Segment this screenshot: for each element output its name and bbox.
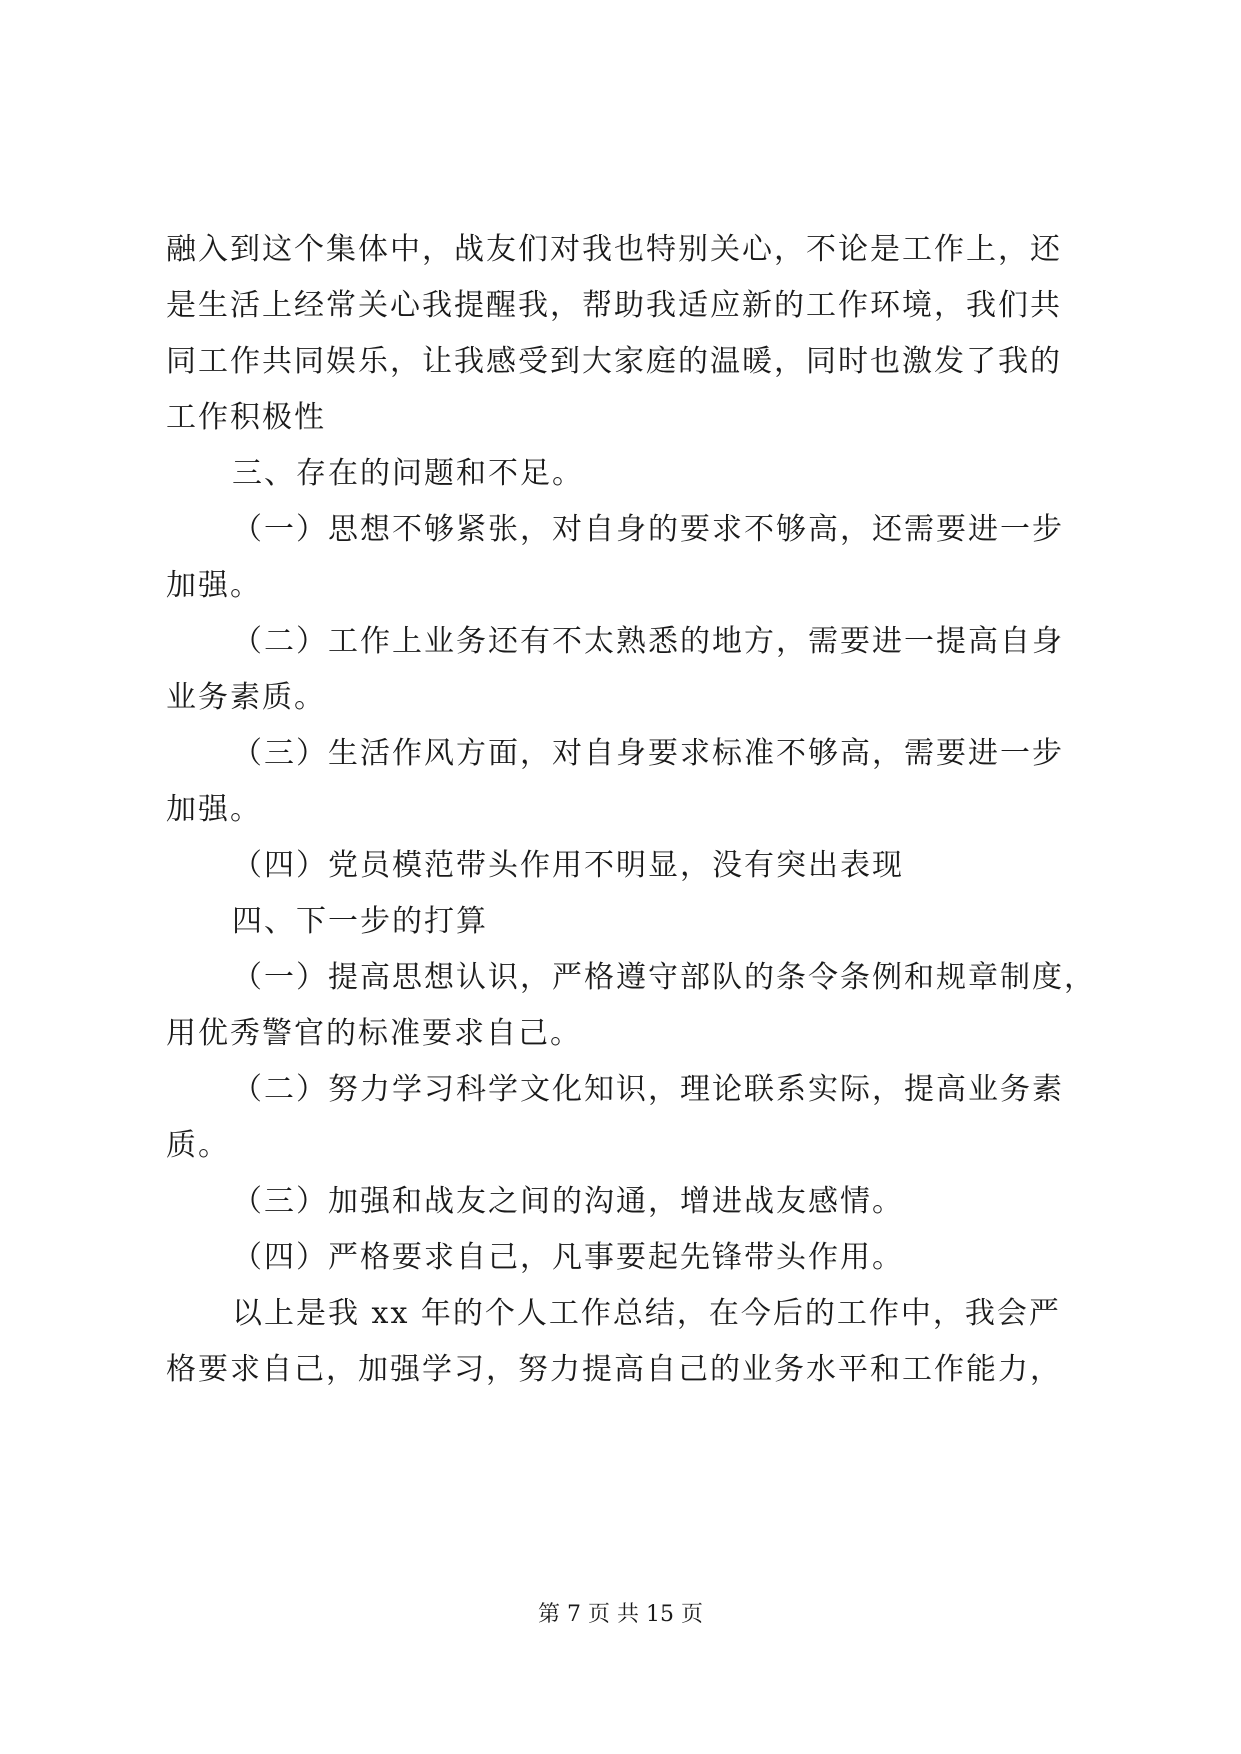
text-line: 加强。 (166, 792, 262, 827)
text-line: 格要求自己，加强学习，努力提高自己的业务水平和工作能力， (166, 1352, 1062, 1387)
section-heading: 三、存在的问题和不足。 (232, 456, 584, 491)
text-line: 加强。 (166, 568, 262, 603)
text-line: 质。 (166, 1128, 230, 1163)
text-line: 业务素质。 (166, 680, 326, 715)
text-line: 同工作共同娱乐，让我感受到大家庭的温暖，同时也激发了我的 (166, 344, 1062, 379)
text-line: 以上是我 xx 年的个人工作总结，在今后的工作中，我会严 (232, 1296, 1061, 1331)
text-line: （四）严格要求自己，凡事要起先锋带头作用。 (232, 1240, 904, 1275)
text-line: 是生活上经常关心我提醒我，帮助我适应新的工作环境，我们共 (166, 288, 1062, 323)
text-line: （二）努力学习科学文化知识，理论联系实际，提高业务素 (232, 1072, 1064, 1107)
text-line: （三）加强和战友之间的沟通，增进战友感情。 (232, 1184, 904, 1219)
section-heading: 四、下一步的打算 (232, 904, 488, 939)
text-line: （二）工作上业务还有不太熟悉的地方，需要进一提高自身 (232, 624, 1064, 659)
text-line: （一）提高思想认识，严格遵守部队的条令条例和规章制度， (232, 960, 1096, 995)
text-line: （一）思想不够紧张，对自身的要求不够高，还需要进一步 (232, 512, 1064, 547)
page-number-footer: 第 7 页 共 15 页 (538, 1602, 703, 1627)
text-line: 用优秀警官的标准要求自己。 (166, 1016, 582, 1051)
text-line: （四）党员模范带头作用不明显，没有突出表现 (232, 848, 904, 883)
text-line: 融入到这个集体中，战友们对我也特别关心，不论是工作上，还 (166, 232, 1062, 267)
text-line: （三）生活作风方面，对自身要求标准不够高，需要进一步 (232, 736, 1064, 771)
text-line: 工作积极性 (166, 400, 326, 435)
